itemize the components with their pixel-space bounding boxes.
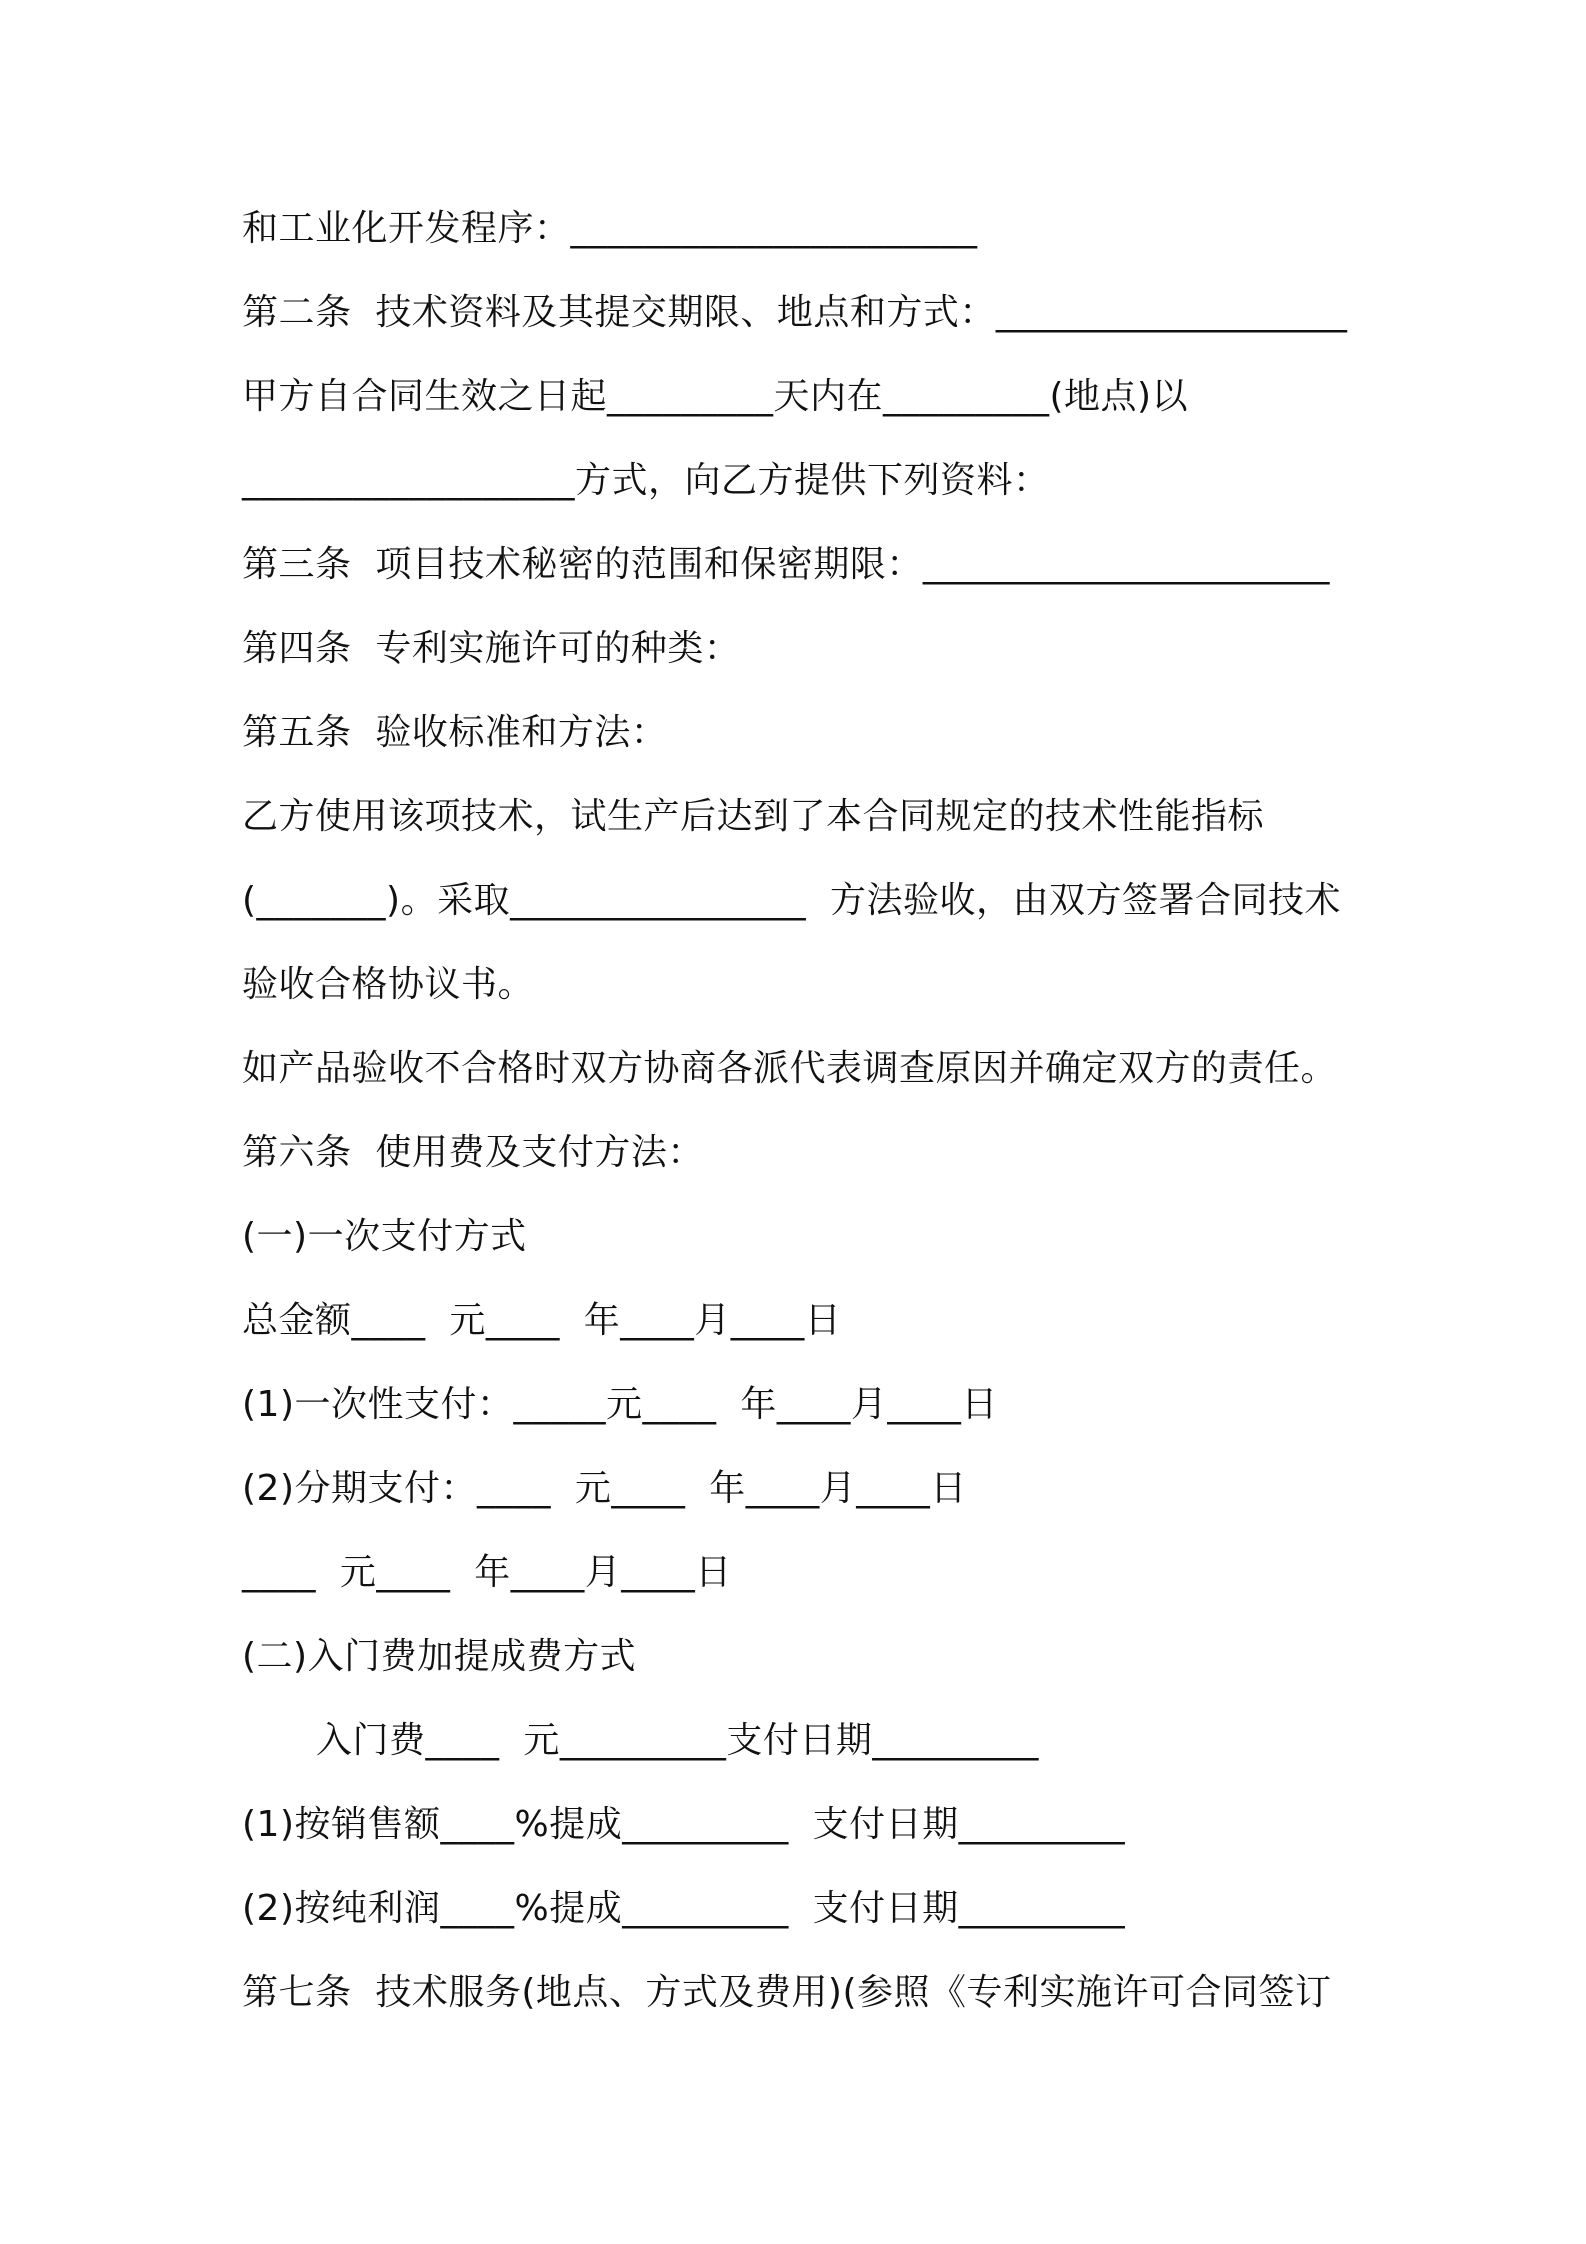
article-3-heading: 第三条 项目技术秘密的范围和保密期限：______________________ xyxy=(242,544,1330,585)
text-line: (2)分期支付：____ 元____ 年____月____日 xyxy=(242,1468,967,1509)
text-line: (1)一次性支付：_____元____ 年____月____日 xyxy=(242,1384,998,1425)
article-5-heading: 第五条 验收标准和方法： xyxy=(242,712,668,753)
subsection-heading: (二)入门费加提成费方式 xyxy=(242,1636,637,1677)
text-line: 如产品验收不合格时双方协商各派代表调查原因并确定双方的责任。 xyxy=(242,1048,1338,1089)
text-line: 总金额____ 元____ 年____月____日 xyxy=(242,1300,842,1341)
article-2-heading: 第二条 技术资料及其提交期限、地点和方式：___________________ xyxy=(242,292,1348,333)
text-line: 甲方自合同生效之日起_________天内在_________(地点)以 xyxy=(242,376,1189,417)
text-line: (1)按销售额____%提成_________ 支付日期_________ xyxy=(242,1804,1126,1845)
text-line: (_______)。采取________________ 方法验收，由双方签署合同技术 xyxy=(242,880,1341,921)
text-line: 验收合格协议书。 xyxy=(242,964,535,1005)
text-line: 乙方使用该项技术，试生产后达到了本合同规定的技术性能指标 xyxy=(242,796,1265,837)
text-line: 入门费____ 元_________支付日期_________ xyxy=(316,1720,1039,1761)
text-line: ____ 元____ 年____月____日 xyxy=(242,1552,732,1593)
text-line: 和工业化开发程序：______________________ xyxy=(242,208,978,249)
subsection-heading: (一)一次支付方式 xyxy=(242,1216,527,1257)
text-line: __________________方式，向乙方提供下列资料： xyxy=(242,460,1050,501)
text-line: (2)按纯利润____%提成_________ 支付日期_________ xyxy=(242,1888,1126,1929)
article-6-heading: 第六条 使用费及支付方法： xyxy=(242,1132,704,1173)
article-7-heading: 第七条 技术服务(地点、方式及费用)(参照《专利实施许可合同签订 xyxy=(242,1972,1332,2013)
article-4-heading: 第四条 专利实施许可的种类： xyxy=(242,628,741,669)
